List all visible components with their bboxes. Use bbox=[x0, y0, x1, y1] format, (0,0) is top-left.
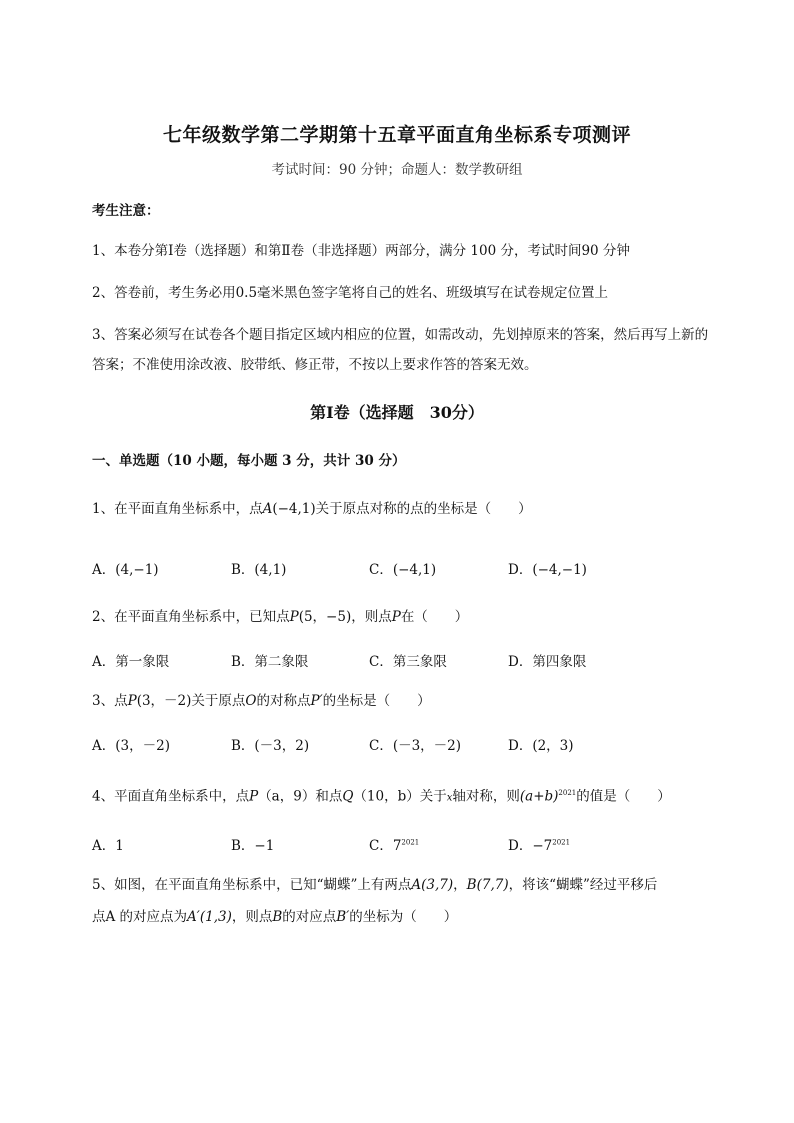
notice-item-2: 2、答卷前，考生务必用0.5毫米黑色签字笔将自己的姓名、班级填写在试卷规定位置上 bbox=[92, 285, 609, 301]
option-b[interactable]: B．(4,1) bbox=[231, 562, 287, 578]
option-b[interactable]: B．第二象限 bbox=[231, 654, 309, 670]
option-d[interactable]: D．(2，3) bbox=[508, 738, 574, 754]
question-1-options bbox=[92, 558, 712, 582]
question-4-options bbox=[92, 834, 712, 858]
option-c[interactable]: C．$7^{2021}$ bbox=[369, 838, 420, 854]
question-2-options bbox=[92, 650, 712, 674]
option-c[interactable]: C．(－3，－2) bbox=[369, 738, 462, 754]
option-a[interactable]: A．1 bbox=[92, 838, 124, 854]
question-3-options bbox=[92, 734, 712, 758]
question-5-stem-line-1: 5、如图，在平面直角坐标系中，已知“蝴蝶”上有两点A(3,7)，B(7,7)，将该“蝴蝶”经过平移后 bbox=[92, 877, 658, 893]
question-3-stem: 3、点P(3，－2)关于原点O的对称点P′的坐标是（ ） bbox=[92, 693, 431, 709]
option-d[interactable]: D．第四象限 bbox=[508, 654, 587, 670]
question-2-stem: 2、在平面直角坐标系中，已知点P(5，−5)，则点P在（ ） bbox=[92, 609, 469, 625]
option-d[interactable]: D．$-7^{2021}$ bbox=[508, 838, 571, 854]
option-a[interactable]: A．第一象限 bbox=[92, 654, 170, 670]
option-c[interactable]: C．第三象限 bbox=[369, 654, 447, 670]
section-title: 第Ⅰ卷（选择题 30分） bbox=[310, 403, 484, 422]
question-1-stem: 1、在平面直角坐标系中，点A(−4,1)关于原点对称的点的坐标是（ ） bbox=[92, 501, 532, 517]
notice-item-3: 3、答案必须写在试卷各个题目指定区域内相应的位置，如需改动，先划掉原来的答案，然后再写上新的答案；不准使用涂改液、胶带纸、修正带，不按以上要求作答的答案无效。 bbox=[92, 327, 709, 373]
option-b[interactable]: B．(－3，2) bbox=[231, 738, 310, 754]
notice-heading: 考生注意： bbox=[92, 203, 160, 219]
option-c[interactable]: C．(−4,1) bbox=[369, 562, 437, 578]
option-a[interactable]: A．(4,−1) bbox=[92, 562, 159, 578]
exam-info: 考试时间：90 分钟；命题人：数学教研组 bbox=[271, 162, 523, 178]
option-b[interactable]: B．−1 bbox=[231, 838, 275, 854]
question-5-stem-line-2: 点A 的对应点为A′(1,3)，则点B的对应点B′的坐标为（ ） bbox=[92, 909, 458, 925]
page-title: 七年级数学第二学期第十五章平面直角坐标系专项测评 bbox=[162, 124, 631, 146]
notice-item-1: 1、本卷分第Ⅰ卷（选择题）和第Ⅱ卷（非选择题）两部分，满分 100 分，考试时间90 分钟 bbox=[92, 243, 630, 259]
option-a[interactable]: A．(3，－2) bbox=[92, 738, 170, 754]
option-d[interactable]: D．(−4,−1) bbox=[508, 562, 587, 578]
part-heading: 一、单选题（10 小题，每小题 3 分，共计 30 分） bbox=[92, 453, 406, 469]
question-4-stem: 4、平面直角坐标系中，点P（a，9）和点Q（10，b）关于x轴对称，则$(a+b)^{2021}$的值是（ ） bbox=[92, 788, 671, 805]
